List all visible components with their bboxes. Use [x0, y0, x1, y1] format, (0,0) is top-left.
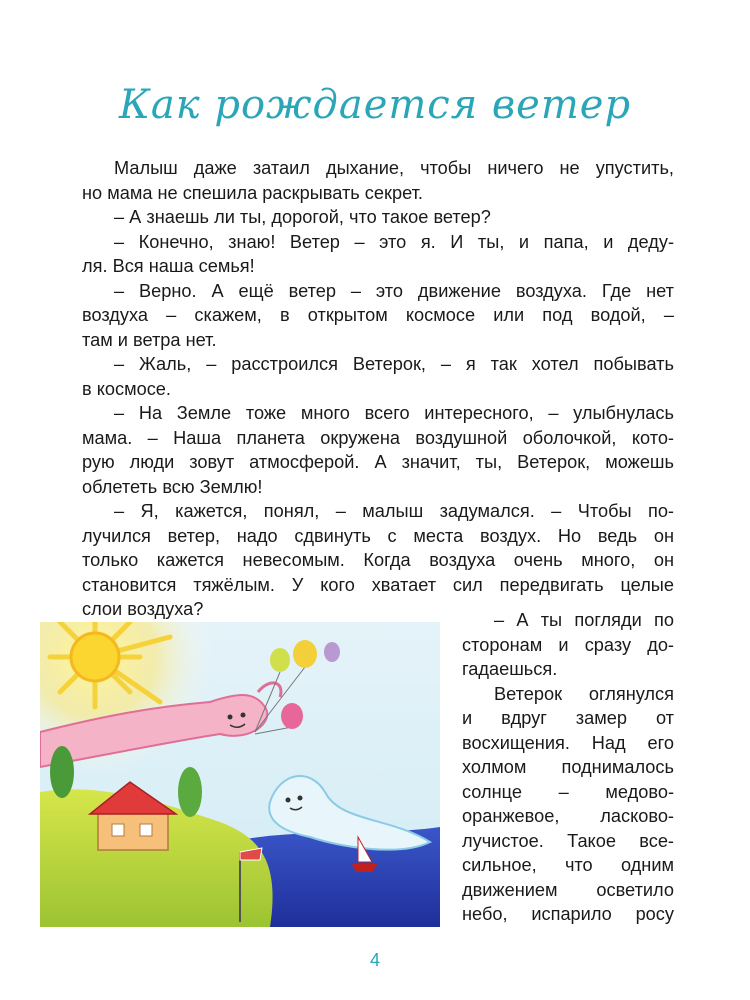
text-line: – А знаешь ли ты, дорогой, что такое ветер? — [114, 207, 491, 227]
text-line: становится тяжёлым. У кого хватает сил передвигать целые — [82, 574, 674, 595]
page-title: Как рождается ветер — [118, 82, 632, 128]
text-line: солнце – медово- — [462, 781, 674, 802]
text-line: оранжевое, ласково- — [462, 806, 674, 826]
text-line: мама. – Наша планета окружена воздушной оболочкой, кото- — [82, 427, 674, 448]
text-line: только кажется невесомым. Когда воздуха очень много, он — [82, 550, 674, 570]
text-line: – Конечно, знаю! Ветер – это я. И ты, и папа, и деду- — [114, 231, 674, 252]
text-line: но мама не спешила раскрывать секрет. — [82, 182, 423, 203]
text-line: там и ветра нет. — [82, 329, 217, 350]
text-line: сторонам и сразу до- — [462, 634, 674, 655]
wind-illustration — [40, 622, 440, 927]
main-text — [82, 156, 674, 622]
text-line: и вдруг замер от — [462, 708, 674, 728]
text-line: в космосе. — [82, 378, 171, 399]
text-line: – На Земле тоже много всего интересного, – улыбнулась — [114, 403, 674, 423]
text-line: рую люди зовут атмосферой. А значит, ты, Ветерок, можешь — [82, 452, 674, 472]
text-line: – Я, кажется, понял, – малыш задумался. – Чтобы по- — [114, 501, 674, 521]
text-line: – Верно. А ещё ветер – это движение воздуха. Где нет — [114, 280, 674, 301]
text-line: Ветерок оглянулся — [494, 683, 674, 704]
text-line: восхищения. Над его — [462, 732, 674, 753]
text-line: гадаешься. — [462, 659, 558, 679]
text-line: – А ты погляди по — [494, 610, 674, 630]
text-line: Малыш даже затаил дыхание, чтобы ничего не упустить, — [114, 158, 674, 178]
side-text — [462, 608, 674, 927]
text-line: лучистое. Такое все- — [462, 830, 674, 851]
page-number: 4 — [369, 950, 380, 970]
text-line: слои воздуха? — [82, 599, 204, 619]
text-line: воздуха – скажем, в открытом космосе или под водой, – — [82, 305, 674, 325]
text-line: движением осветило — [462, 879, 674, 900]
text-line: лучился ветер, надо сдвинуть с места воздух. Но ведь он — [82, 525, 674, 546]
text-line: облететь всю Землю! — [82, 476, 263, 497]
text-line: небо, испарило росу — [462, 904, 674, 924]
text-line: – Жаль, – расстроился Ветерок, – я так хотел побывать — [114, 354, 674, 374]
text-line: холмом поднималось — [462, 757, 674, 777]
text-line: сильное, что одним — [462, 855, 674, 875]
text-line: ля. Вся наша семья! — [82, 256, 255, 276]
